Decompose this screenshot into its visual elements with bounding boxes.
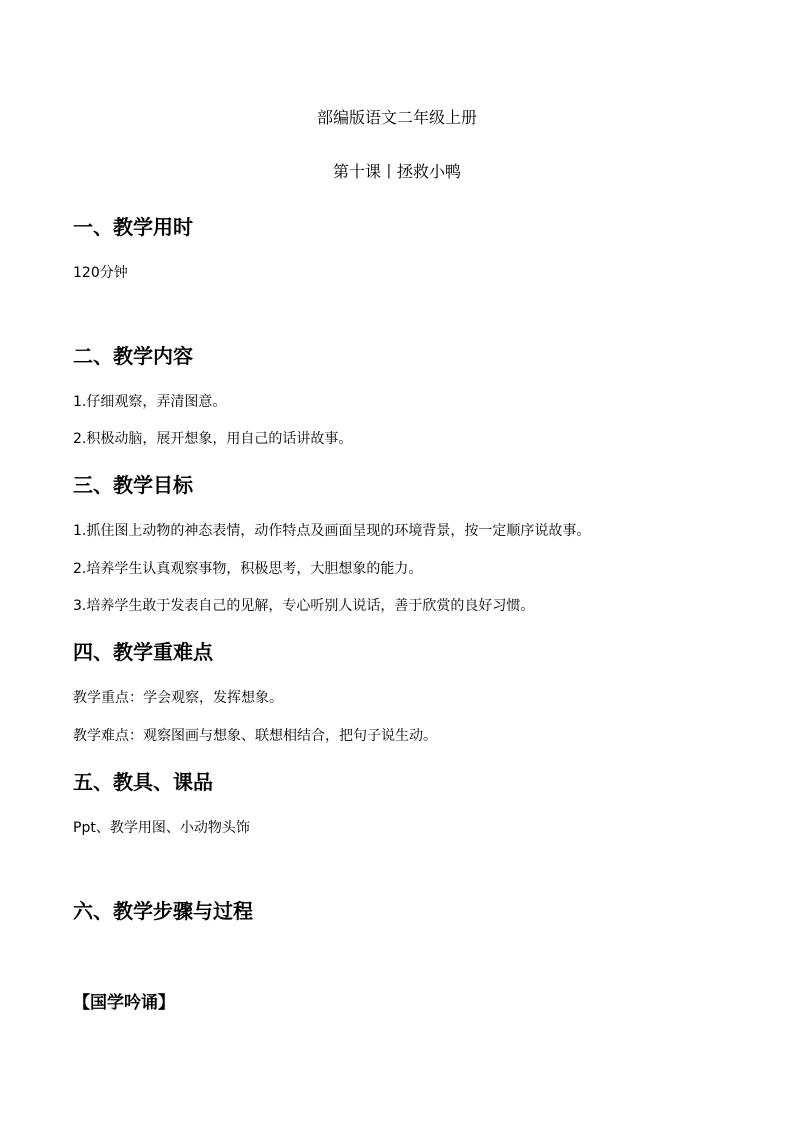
section-paragraph: 3.培养学生敢于发表自己的见解，专心听别人说话，善于欣赏的良好习惯。 bbox=[73, 598, 535, 614]
section-heading-procedure: 六、教学步骤与过程 bbox=[73, 899, 253, 923]
section-heading-materials: 五、教具、课品 bbox=[73, 770, 213, 794]
section-paragraph: 教学重点：学会观察，发挥想象。 bbox=[73, 690, 283, 706]
section-paragraph: 1.抓住图上动物的神态表情，动作特点及画面呈现的环境背景，按一定顺序说故事。 bbox=[73, 523, 591, 539]
section-paragraph: 教学难点：观察图画与想象、联想相结合，把句子说生动。 bbox=[73, 728, 437, 744]
section-paragraph: 1.仔细观察，弄清图意。 bbox=[73, 394, 227, 410]
section-heading-content: 二、教学内容 bbox=[73, 344, 193, 368]
section-heading-time: 一、教学用时 bbox=[73, 215, 193, 239]
section-paragraph: 2.培养学生认真观察事物，积极思考，大胆想象的能力。 bbox=[73, 561, 423, 577]
section-paragraph: 120分钟 bbox=[73, 265, 128, 281]
subsection-heading: 【国学吟诵】 bbox=[73, 993, 175, 1013]
section-paragraph: Ppt、教学用图、小动物头饰 bbox=[73, 820, 250, 836]
section-heading-goals: 三、教学目标 bbox=[73, 473, 193, 497]
lesson-title: 第十课丨拯救小鸭 bbox=[332, 162, 461, 181]
section-heading-key-points: 四、教学重难点 bbox=[73, 640, 213, 664]
document-title: 部编版语文二年级上册 bbox=[316, 108, 477, 127]
section-paragraph: 2.积极动脑，展开想象，用自己的话讲故事。 bbox=[73, 431, 353, 447]
